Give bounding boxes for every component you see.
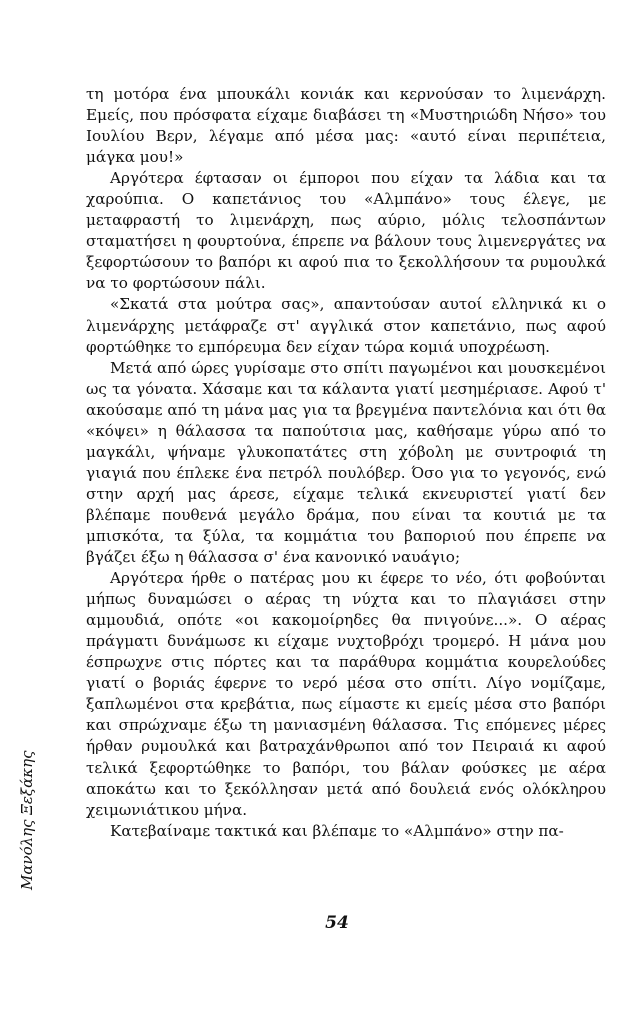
page-body <box>86 84 606 842</box>
paragraph-6: Κατεβαίναμε τακτικά και βλέπαμε το «Αλμπάνο» στην πα- <box>110 821 564 840</box>
paragraph-5: Αργότερα ήρθε ο πατέρας μου κι έφερε το νέο, ότι φοβούνται μήπως δυναμώσει ο αέρας τη νύχτα και το πλαγιάσει στην αμμουδιά, οπότε «οι κακομοίρηδες θα πνιγούνε...». Ο αέρας πράγματι δυνάμωσε κι είχαμε νυχτοβρόχι τρομερό. Η μάνα μου έσπρωχνε στις πόρτες και τα παράθυρα κομμάτια κουρελούδες γιατί ο βοριάς έφερνε το νερό μέσα στο σπίτι. Λίγο νομίζαμε, ξαπλωμένοι στα κρεβάτια, πως είμαστε κι εμείς μέσα στο βαπόρι και σπρώχναμε έξω τη μανιασμένη θάλασσα. Τις επόμενες μέρες ήρθαν ρυμουλκά και βατραχάνθρωποι από τον Πειραιά κι αφού τελικά ξεφορτώθηκε το βαπόρι, του βάλαν φούσκες με αέρα αποκάτω και το ξεκόλλησαν μετά από δουλειά ενός ολόκληρου χειμωνιάτικου μήνα. <box>86 569 606 819</box>
paragraph-2: Αργότερα έφτασαν οι έμποροι που είχαν τα λάδια και τα χαρούπια. Ο καπετάνιος του «Αλμπάνο» τους έλεγε, με μεταφραστή το λιμενάρχη, πως αύριο, μόλις τελοσπάντων σταματήσει η φουρτούνα, έπρεπε να βάλουν τους λιμενεργάτες να ξεφορτώσουν το βαπόρι κι αφού πια το ξεκολλήσουν τα ρυμουλκά να το φορτώσουν πάλι. <box>86 169 606 293</box>
paragraph-3: «Σκατά στα μούτρα σας», απαντούσαν αυτοί ελληνικά κι ο λιμενάρχης μετάφραζε στ' αγγλικά στον καπετάνιο, πως αφού φορτώθηκε το εμπόρευμα δεν είχαν τώρα κομιά υποχρέωση. <box>86 295 606 356</box>
paragraph-1: τη μοτόρα ένα μπουκάλι κονιάκ και κερνούσαν το λιμενάρχη. Εμείς, που πρόσφατα είχαμε διαβάσει τη «Μυστηριώδη Νήσο» του Ιουλίου Βερν, λέγαμε από μέσα μας: «αυτό είναι περιπέτεια, μάγκα μου!» <box>86 85 606 167</box>
page-number: 54 <box>325 913 349 933</box>
running-head: Μανόλης Ξεξάκης <box>18 750 36 890</box>
paragraph-4: Μετά από ώρες γυρίσαμε στο σπίτι παγωμένοι και μουσκεμένοι ως τα γόνατα. Χάσαμε και τα κάλαντα γιατί μεσημέριασε. Αφού τ' ακούσαμε από τη μάνα μας για τα βρεγμένα παντελόνια και ότι θα «κόψει» η θάλασσα τα παπούτσια μας, καθήσαμε γύρω από το μαγκάλι, ψήναμε γλυκοπατάτες στη χόβολη με συντροφιά τη γιαγιά που έπλεκε ένα πετρόλ πουλόβερ. Όσο για το γεγονός, ενώ στην αρχή μας άρεσε, είχαμε τελικά εκνευριστεί γιατί δεν βλέπαμε πουθενά μεγάλο δράμα, που είναι τα κουτιά με τα μπισκότα, τα ξύλα, τα κομμάτια του βαποριού που έπρεπε να βγάζει έξω η θάλασσα σ' ένα κανονικό ναυάγιο; <box>86 358 606 567</box>
